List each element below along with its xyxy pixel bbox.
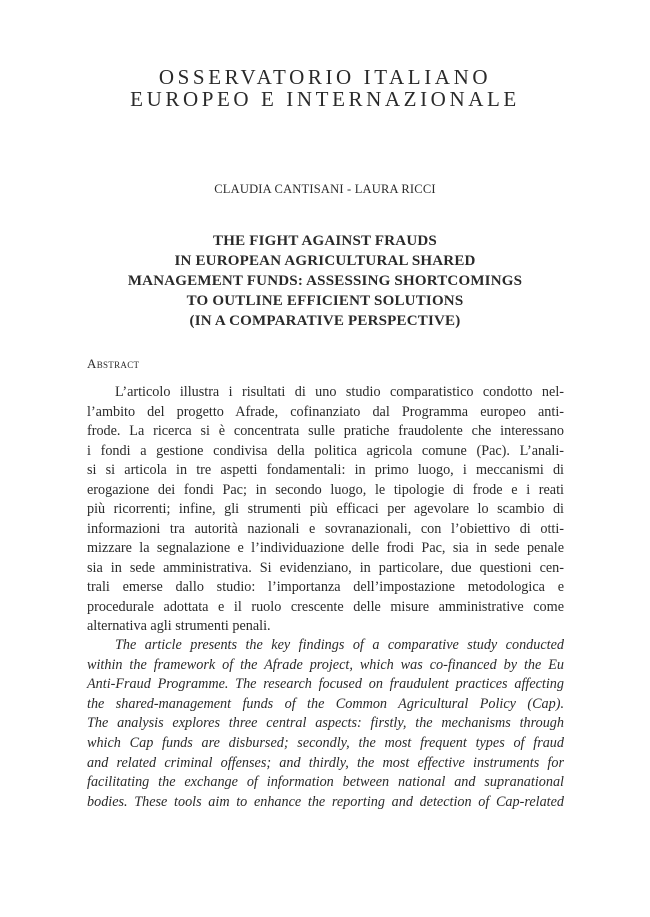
- abstract-line: erogazione dei fondi Pac; in secondo luogo, le tipologie di frode e i reati: [87, 481, 564, 498]
- journal-name: [0, 66, 650, 110]
- abstract-line: facilitating the exchange of information between national and supranational: [87, 774, 564, 791]
- title-line: MANAGEMENT FUNDS: ASSESSING SHORTCOMINGS: [127, 273, 523, 289]
- abstract-line: più ricorrenti; infine, gli strumenti più efficaci per agevolare lo scambio di: [87, 501, 564, 517]
- abstract-line: Anti-Fraud Programme. The research focused on fraudulent practices affecting: [87, 676, 564, 693]
- article-authors: CLAUDIA CANTISANI - LAURA RICCI: [214, 182, 436, 196]
- abstract-line: bodies. These tools aim to enhance the reporting and detection of Cap-related: [87, 793, 564, 810]
- abstract-italian: [87, 383, 564, 637]
- abstract-english: [87, 636, 564, 812]
- abstract-line: which Cap funds are disbursed; secondly, the most frequent types of fraud: [87, 734, 564, 751]
- abstract-line: L’articolo illustra i risultati di uno studio comparatistico condotto nel-: [115, 384, 564, 400]
- abstract-heading: Abstract: [87, 356, 140, 371]
- abstract-line: si si articola in tre aspetti fondamentali: in primo luogo, i meccanismi di: [87, 462, 564, 478]
- title-line: (IN A COMPARATIVE PERSPECTIVE): [189, 313, 461, 329]
- abstract-line: sia in sede amministrativa. Si evidenziano, in particolare, due questioni cen-: [87, 559, 564, 576]
- abstract-line: procedurale adottata e il ruolo crescente delle misure amministrative come: [87, 598, 564, 615]
- abstract-line: alternativa agli strumenti penali.: [87, 618, 271, 634]
- abstract-line: informazioni tra autorità nazionali e sovranazionali, con l’obiettivo di otti-: [87, 520, 564, 537]
- abstract-line: The article presents the key findings of a comparative study conducted: [115, 637, 564, 653]
- abstract-line: l’ambito del progetto Afrade, cofinanziato dal Programma europeo anti-: [87, 403, 564, 420]
- abstract-line: frode. La ricerca si è concentrata sulle pratiche fraudolente che interessano: [87, 423, 564, 439]
- title-line: TO OUTLINE EFFICIENT SOLUTIONS: [186, 293, 464, 309]
- journal-name-line2: EUROPEO E INTERNAZIONALE: [130, 87, 520, 111]
- abstract-line: The analysis explores three central aspects: firstly, the mechanisms through: [87, 715, 564, 732]
- abstract-line: i fondi a gestione condivisa della politica agricola comune (Pac). L’anali-: [87, 442, 564, 459]
- abstract-line: and related criminal offenses; and thirdly, the most effective instruments for: [87, 754, 564, 771]
- journal-name-line1: OSSERVATORIO ITALIANO: [158, 65, 492, 89]
- abstract-line: within the framework of the Afrade project, which was co-financed by the Eu: [87, 656, 564, 673]
- abstract-line: mizzare la segnalazione e l’individuazione delle frodi Pac, sia in sede penale: [87, 540, 564, 556]
- article-title: [90, 231, 560, 331]
- abstract-line: trali emerse dallo studio: l’importanza dell’impostazione metodologica e: [87, 579, 564, 595]
- title-line: THE FIGHT AGAINST FRAUDS: [213, 233, 437, 249]
- title-line: IN EUROPEAN AGRICULTURAL SHARED: [174, 253, 476, 269]
- abstract-line: the shared-management funds of the Common Agricultural Policy (Cap).: [87, 695, 564, 712]
